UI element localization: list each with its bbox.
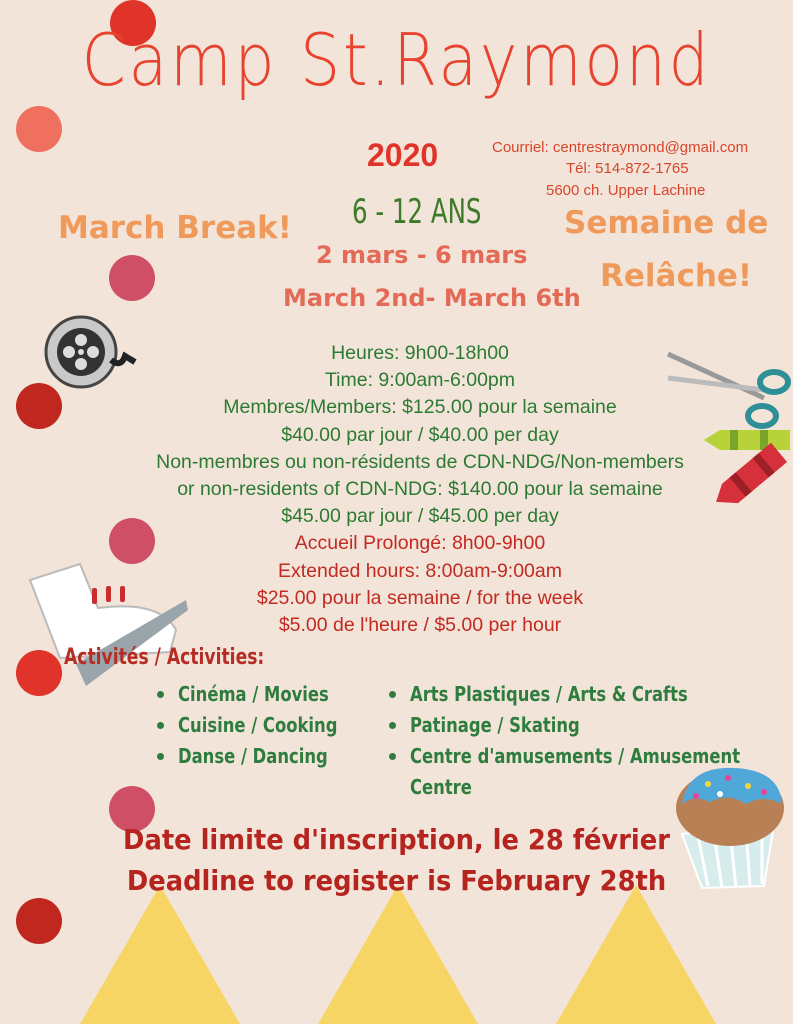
dates-french: 2 mars - 6 mars xyxy=(316,241,528,269)
extended-hours-fr: Accueil Prolongé: 8h00-9h00 xyxy=(294,532,546,555)
year-label: 2020 xyxy=(367,137,439,173)
members-price-week: Membres/Members: $125.00 pour la semaine xyxy=(223,396,617,419)
members-price-day: $40.00 par jour / $40.00 per day xyxy=(281,423,559,446)
march-break-heading: March Break! xyxy=(58,210,292,246)
age-range: 6 - 12 ANS xyxy=(352,192,482,232)
ice-skate-icon xyxy=(20,560,190,690)
decor-dot xyxy=(16,106,62,152)
activity-item: Patinage / Skating xyxy=(410,713,580,737)
activity-item: Cinéma / Movies xyxy=(178,682,329,706)
bullet xyxy=(157,691,164,698)
bullet xyxy=(157,753,164,760)
activity-item-continuation: Centre xyxy=(410,775,472,799)
activity-item: Danse / Dancing xyxy=(178,744,328,768)
activity-item: Arts Plastiques / Arts & Crafts xyxy=(410,682,688,706)
semaine-heading-line1: Semaine de xyxy=(564,205,769,241)
non-members-line2: or non-residents of CDN-NDG: $140.00 pour la semaine xyxy=(177,478,663,501)
deadline-english: Deadline to register is February 28th xyxy=(126,864,667,897)
bullet xyxy=(389,722,396,729)
extended-hours-en: Extended hours: 8:00am-9:00am xyxy=(277,559,562,582)
decor-dot xyxy=(16,898,62,944)
bullet xyxy=(389,753,396,760)
hours-en: Time: 9:00am-6:00pm xyxy=(324,369,516,392)
deadline-french: Date limite d'inscription, le 28 février xyxy=(123,823,670,856)
page-title: Camp St.Raymond xyxy=(81,18,712,102)
activity-item: Centre d'amusements / Amusement xyxy=(410,744,741,768)
decor-dot xyxy=(16,383,62,429)
bullet xyxy=(389,691,396,698)
contact-address: 5600 ch. Upper Lachine xyxy=(546,182,706,199)
semaine-heading-line2: Relâche! xyxy=(600,258,753,294)
hours-fr: Heures: 9h00-18h00 xyxy=(331,342,509,364)
extended-price-week: $25.00 pour la semaine / for the week xyxy=(256,586,584,609)
non-members-line1: Non-membres ou non-résidents de CDN-NDG/Non-members xyxy=(156,450,684,473)
extended-price-hour: $5.00 de l'heure / $5.00 per hour xyxy=(278,614,562,637)
decor-dot xyxy=(109,255,155,301)
activity-item: Cuisine / Cooking xyxy=(178,713,338,737)
non-members-price-day: $45.00 par jour / $45.00 per day xyxy=(281,505,559,528)
contact-email: Courriel: centrestraymond@gmail.com xyxy=(492,139,749,156)
dates-english: March 2nd- March 6th xyxy=(283,284,581,312)
activities-title: Activités / Activities: xyxy=(64,645,265,670)
contact-phone: Tél: 514-872-1765 xyxy=(566,160,689,177)
bullet xyxy=(157,722,164,729)
